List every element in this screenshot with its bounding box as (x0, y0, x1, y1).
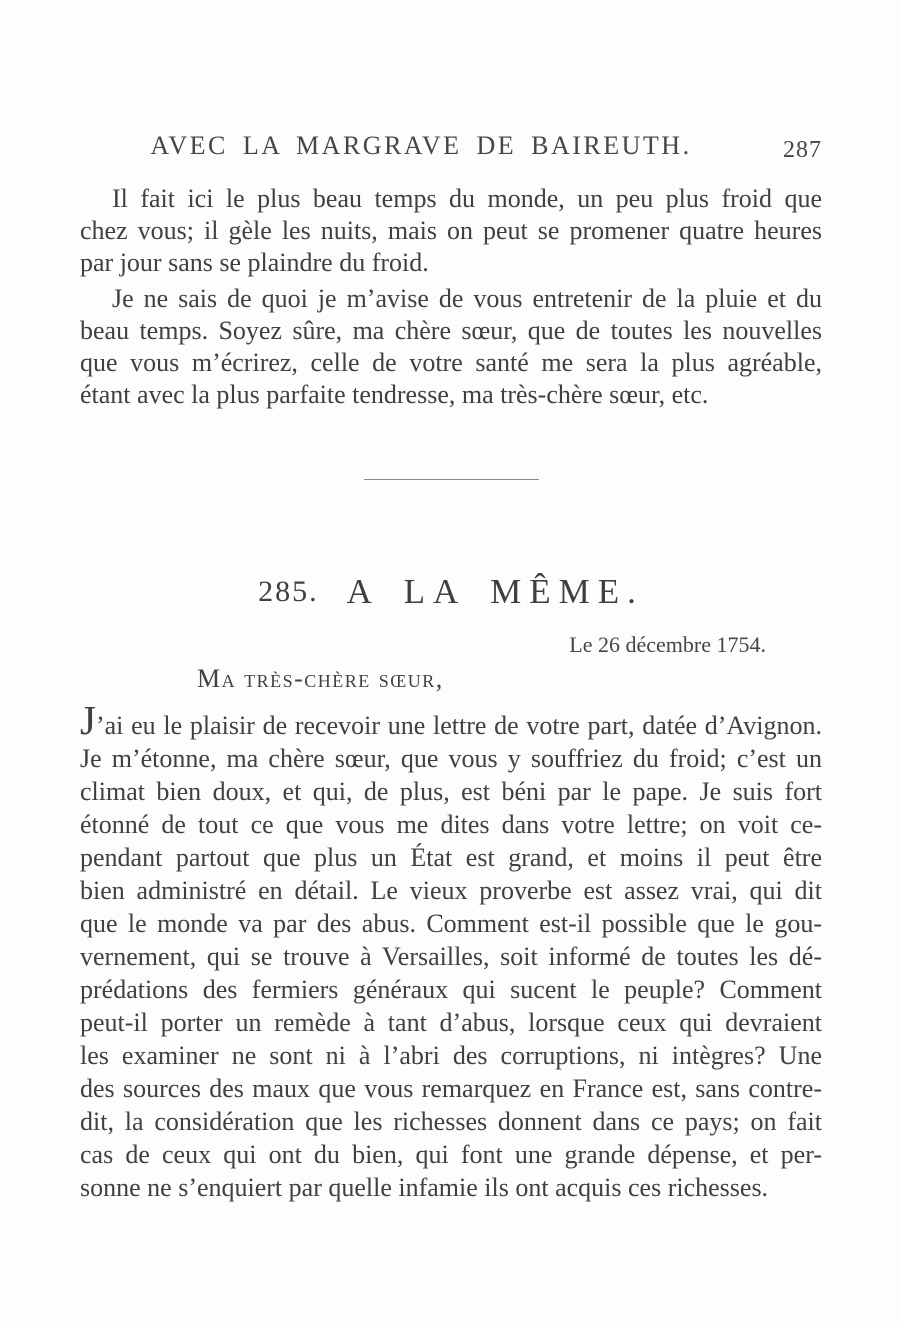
running-head-title: AVEC LA MARGRAVE DE BAIREUTH. (150, 131, 692, 160)
running-head (80, 131, 822, 163)
drop-initial: J (80, 697, 96, 743)
text-line: dit, la considération que les richesses donnent dans ce pays; on fait (80, 1107, 822, 1136)
text-line: peut-il porter un remède à tant d’abus, lorsque ceux qui devraient (80, 1008, 822, 1037)
paragraph (80, 283, 822, 411)
text-column (80, 131, 822, 1204)
text-line: étonné de tout ce que vous me dites dans votre lettre; on voit ce- (80, 810, 822, 839)
paragraph (80, 183, 822, 279)
letter-title: A LA MÊME. (346, 572, 644, 611)
letter-number: 285. (258, 575, 319, 608)
text-line: que le monde va par des abus. Comment est-il possible que le gou- (80, 909, 822, 938)
text-line: chez vous; il gèle les nuits, mais on peut se promener quatre heures (80, 216, 822, 245)
first-line-text: ’ai eu le plaisir de recevoir une lettre de votre part, datée d’Avignon. (95, 711, 822, 740)
text-line: vernement, qui se trouve à Versailles, soit informé de toutes les dé- (80, 942, 822, 971)
text-line: que vous m’écrirez, celle de votre santé me sera la plus agréable, (80, 348, 822, 377)
text-line: Il fait ici le plus beau temps du monde, un peu plus froid que (112, 184, 822, 213)
text-line: les examiner ne sont ni à l’abri des corruptions, ni intègres? Une (80, 1041, 822, 1070)
text-line: bien administré en détail. Le vieux proverbe est assez vrai, qui dit (80, 876, 822, 905)
letter-dateline: Le 26 décembre 1754. (569, 632, 766, 657)
text-line: cas de ceux qui ont du bien, qui font une grande dépense, et per- (80, 1140, 822, 1169)
text-line: sonne ne s’enquiert par quelle infamie ils ont acquis ces richesses. (80, 1173, 769, 1202)
letter-salutation: Ma très-chère sœur, (197, 664, 444, 693)
text-line: par jour sans se plaindre du froid. (80, 248, 429, 277)
text-line: des sources des maux que vous remarquez en France est, sans contre- (80, 1074, 822, 1103)
text-line: prédations des fermiers généraux qui sucent le peuple? Comment (80, 975, 822, 1004)
letter-heading (80, 572, 822, 612)
text-line: climat bien doux, et qui, de plus, est béni par le pape. Je suis fort (80, 777, 822, 806)
letter-body (80, 697, 822, 1204)
section-divider (364, 479, 539, 480)
text-line: beau temps. Soyez sûre, ma chère sœur, que de toutes les nouvelles (80, 316, 822, 345)
text-line: Je ne sais de quoi je m’avise de vous entretenir de la pluie et du (112, 284, 822, 313)
page-number: 287 (783, 137, 822, 163)
text-line: Je m’étonne, ma chère sœur, que vous y souffriez du froid; c’est un (80, 744, 822, 773)
text-line (80, 697, 822, 743)
text-line: étant avec la plus parfaite tendresse, ma très-chère sœur, etc. (80, 380, 709, 409)
text-line: pendant partout que plus un État est grand, et moins il peut être (80, 843, 822, 872)
